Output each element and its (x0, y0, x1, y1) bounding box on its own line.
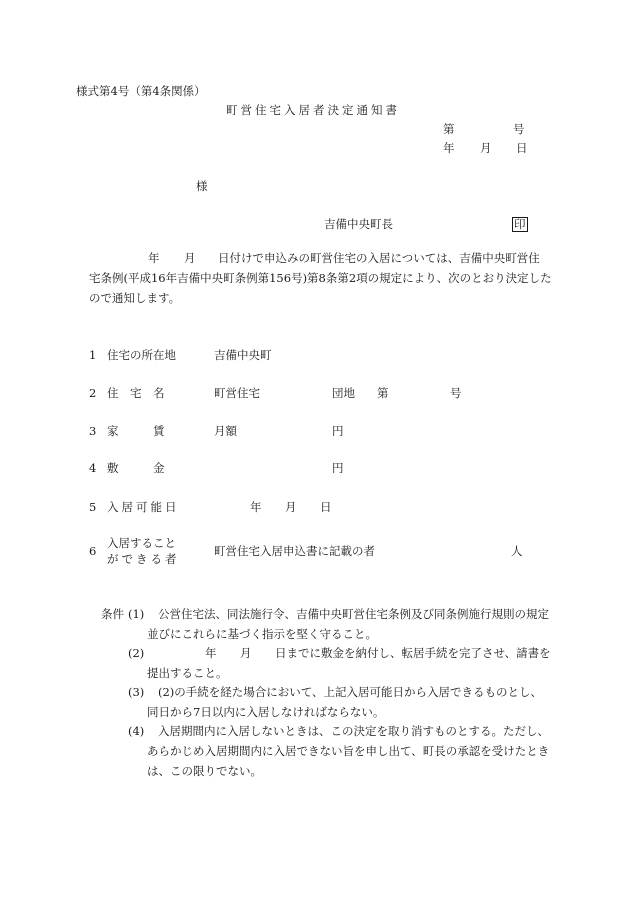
condition-2-tsuki: 月 (240, 646, 252, 660)
intro-line2: 宅条例(平成16年吉備中央町条例第156号)第8条第2項の規定により、次のとおり決定した (89, 271, 552, 285)
form-number-label: 様式第4号（第4条関係） (76, 84, 206, 98)
condition-3-line2: 同日から7日以内に入居しなければならない。 (147, 705, 385, 719)
intro-nen: 年 (148, 251, 160, 265)
item-6-label-line2: ができる者 (107, 552, 180, 566)
issuer-name: 吉備中央町長 (324, 217, 393, 231)
item-1-value: 吉備中央町 (214, 348, 272, 362)
condition-3-line1: (2)の手続を経た場合において、上記入居可能日から入居できるものとし、 (158, 685, 543, 699)
condition-2-line1: 日までに敷金を納付し、転居手続を完了させ、請書を (275, 646, 551, 660)
item-6-number: 6 (89, 544, 97, 558)
item-6-label-line1: 入居すること (107, 536, 176, 550)
seal-char: 印 (514, 217, 526, 231)
item-5-hi: 日 (320, 500, 332, 514)
seal-mark (512, 217, 528, 232)
item-4-number: 4 (89, 461, 97, 475)
date-tsuki: 月 (480, 141, 492, 155)
item-1-label: 住宅の所在地 (107, 348, 176, 362)
addressee-sama: 様 (196, 179, 208, 193)
intro-line3: ので通知します。 (89, 291, 181, 305)
document-title: 町営住宅入居者決定通知書 (226, 103, 400, 117)
condition-1-line2: 並びにこれらに基づく指示を堅く守ること。 (147, 627, 377, 641)
item-3-label: 家 賃 (107, 424, 165, 438)
condition-2-nen: 年 (205, 646, 217, 660)
item-3-number: 3 (89, 424, 97, 438)
item-3-unit: 円 (332, 424, 344, 438)
item-6-value: 町営住宅入居申込書に記載の者 (214, 544, 375, 558)
condition-3-number: (3) (128, 685, 145, 699)
item-5-tsuki: 月 (285, 500, 297, 514)
condition-2-line2: 提出すること。 (147, 666, 228, 680)
condition-2-number: (2) (128, 646, 145, 660)
date-hi: 日 (516, 141, 528, 155)
item-4-unit: 円 (332, 461, 344, 475)
doc-number-dai: 第 (443, 122, 455, 136)
condition-1-line1: 公営住宅法、同法施行令、吉備中央町営住宅条例及び同条例施行規則の規定 (158, 607, 549, 621)
condition-4-number: (4) (128, 724, 145, 738)
conditions-heading: 条件 (101, 607, 124, 621)
condition-4-line3: は、この限りでない。 (147, 764, 262, 778)
item-5-label: 入居可能日 (107, 500, 180, 514)
item-2-dai: 第 (377, 386, 389, 400)
item-2-go: 号 (450, 386, 462, 400)
condition-4-line1: 入居期間内に入居しないときは、この決定を取り消すものとする。ただし、 (158, 724, 549, 738)
item-5-nen: 年 (250, 500, 262, 514)
item-4-label: 敷 金 (107, 461, 165, 475)
date-nen: 年 (443, 141, 455, 155)
item-5-number: 5 (89, 500, 97, 514)
item-6-unit: 人 (511, 544, 523, 558)
item-2-number: 2 (89, 386, 97, 400)
item-1-number: 1 (89, 348, 97, 362)
item-2-value: 町営住宅 (214, 386, 260, 400)
item-2-danchi: 団地 (332, 386, 355, 400)
item-2-label: 住 宅 名 (107, 386, 165, 400)
doc-number-go: 号 (513, 122, 525, 136)
item-3-value: 月額 (214, 424, 237, 438)
intro-tsuki: 月 (184, 251, 196, 265)
condition-1-number: (1) (128, 607, 145, 621)
condition-4-line2: あらかじめ入居期間内に入居できない旨を申し出て、町長の承認を受けたとき (147, 744, 550, 758)
intro-line1: 日付けで申込みの町営住宅の入居については、吉備中央町営住 (218, 251, 540, 265)
